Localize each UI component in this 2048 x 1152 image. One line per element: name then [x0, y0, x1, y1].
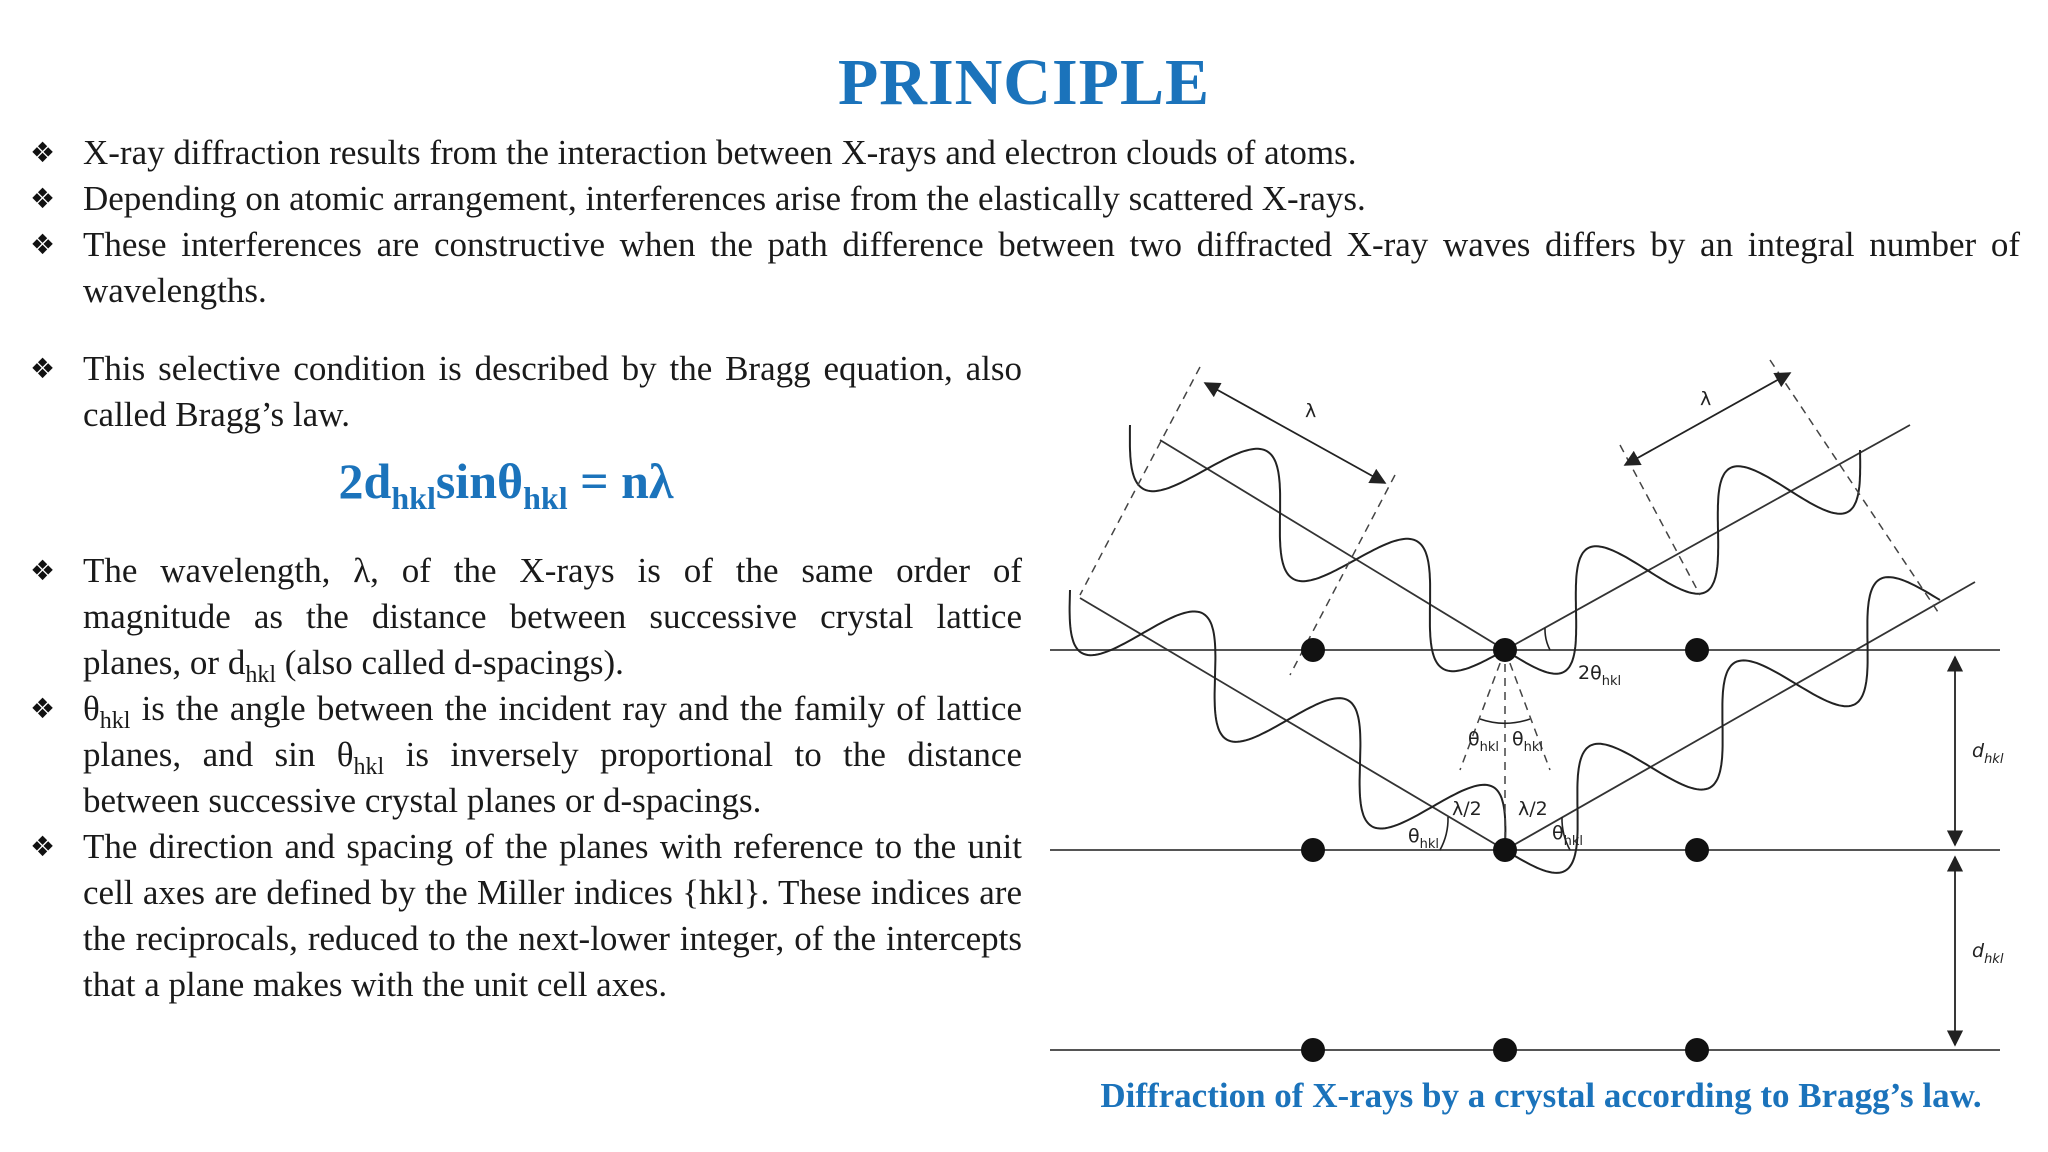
- bullet-text: These interferences are constructive when the path difference between two diffracted X-ray waves differs by an integral number of wavelengths.: [83, 225, 2020, 310]
- wavefront-line: [1080, 367, 1200, 595]
- bullet-text: (also called d-spacings).: [276, 643, 624, 682]
- bullet-subscript: hkl: [245, 662, 276, 688]
- atom: [1685, 1038, 1709, 1062]
- incident-ray: [1080, 598, 1505, 850]
- incident-wave: [1130, 425, 1505, 671]
- wavefront-line: [1620, 445, 1700, 595]
- incident-ray: [1160, 440, 1505, 650]
- diamond-bullet-icon: ❖: [30, 136, 56, 169]
- atom: [1301, 838, 1325, 862]
- wavelength-arrow: [1205, 383, 1385, 483]
- bragg-equation: [30, 453, 1022, 516]
- d-spacing-label: $d_{hkl}$: [1972, 940, 2004, 967]
- equation-part: sinθ: [435, 453, 524, 509]
- half-lambda-label: λ/2: [1452, 798, 1482, 820]
- bullet-item: [30, 176, 2020, 222]
- bullet-item: [30, 824, 1022, 1008]
- bullet-text: The wavelength, λ, of the X-rays is of the same order of magnitude as the distance between successive crystal lattice planes, or d: [83, 551, 1022, 682]
- lambda-label: λ: [1700, 388, 1712, 410]
- equation-part: 2d: [338, 453, 392, 509]
- equation-subscript: hkl: [391, 480, 436, 516]
- angle-arc: [1545, 628, 1550, 650]
- wavefront-line: [1770, 360, 1940, 615]
- equation-subscript: hkl: [523, 480, 568, 516]
- page-title: PRINCIPLE: [837, 46, 1211, 119]
- equation-part: = nλ: [567, 453, 674, 509]
- wavelength-arrow: [1625, 373, 1790, 465]
- bullet-item: [30, 130, 2020, 176]
- bullet-text: X-ray diffraction results from the interaction between X-rays and electron clouds of atoms.: [83, 133, 1357, 172]
- diamond-bullet-icon: ❖: [30, 830, 56, 863]
- diamond-bullet-icon: ❖: [30, 352, 56, 385]
- atom: [1493, 1038, 1517, 1062]
- bullet-item: [30, 548, 1022, 686]
- atom: [1301, 1038, 1325, 1062]
- diamond-bullet-icon: ❖: [30, 228, 56, 261]
- diffracted-ray: [1505, 425, 1910, 650]
- angle-arc: [1440, 817, 1448, 850]
- bullet-subscript: hkl: [99, 708, 131, 734]
- diamond-bullet-icon: ❖: [30, 182, 56, 215]
- bullet-text: θ: [83, 689, 100, 728]
- diffracted-wave: [1505, 577, 1940, 873]
- two-theta-label: $2\theta_{hkl}$: [1578, 662, 1622, 689]
- diamond-bullet-icon: ❖: [30, 692, 56, 725]
- atom: [1493, 838, 1517, 862]
- bullet-text: Depending on atomic arrangement, interferences arise from the elastically scattered X-rays.: [83, 179, 1366, 218]
- bullet-text: This selective condition is described by the Bragg equation, also called Bragg’s law.: [83, 349, 1022, 434]
- bullet-text: is inversely proportional to the distance between successive crystal planes or d-spacings.: [83, 735, 1022, 820]
- atom: [1685, 638, 1709, 662]
- lambda-label: λ: [1305, 400, 1317, 422]
- theta-label: $\theta_{hkl}$: [1408, 825, 1440, 852]
- theta-label: $\theta_{hkl}$: [1552, 822, 1584, 849]
- figure-caption: Diffraction of X-rays by a crystal according to Bragg’s law.: [1100, 1076, 1982, 1115]
- half-lambda-label: λ/2: [1518, 798, 1548, 820]
- atom: [1301, 638, 1325, 662]
- theta-label: $\theta_{hkl}$: [1468, 728, 1500, 755]
- atom: [1685, 838, 1709, 862]
- diamond-bullet-icon: ❖: [30, 554, 56, 587]
- d-spacing-label: $d_{hkl}$: [1972, 740, 2004, 767]
- bullet-text: The direction and spacing of the planes with reference to the unit cell axes are defined by the Miller indices {hkl}. These indices are the reciprocals, reduced to the next-lower integer, of the intercepts that a plane makes with the unit cell axes.: [83, 827, 1022, 1004]
- bullet-item: [30, 346, 1022, 438]
- bragg-bullet-list: [30, 346, 1022, 1008]
- atom: [1493, 638, 1517, 662]
- bullet-item: [30, 686, 1022, 824]
- bullet-text: is the angle between the incident ray and the family of lattice planes, and sin θ: [83, 689, 1022, 774]
- bragg-diffraction-diagram: [1040, 345, 2040, 1075]
- bullet-subscript: hkl: [353, 754, 385, 780]
- intro-bullet-list: [30, 130, 2020, 314]
- theta-label: $\theta_{hkl}$: [1512, 728, 1544, 755]
- bullet-item: [30, 222, 2020, 314]
